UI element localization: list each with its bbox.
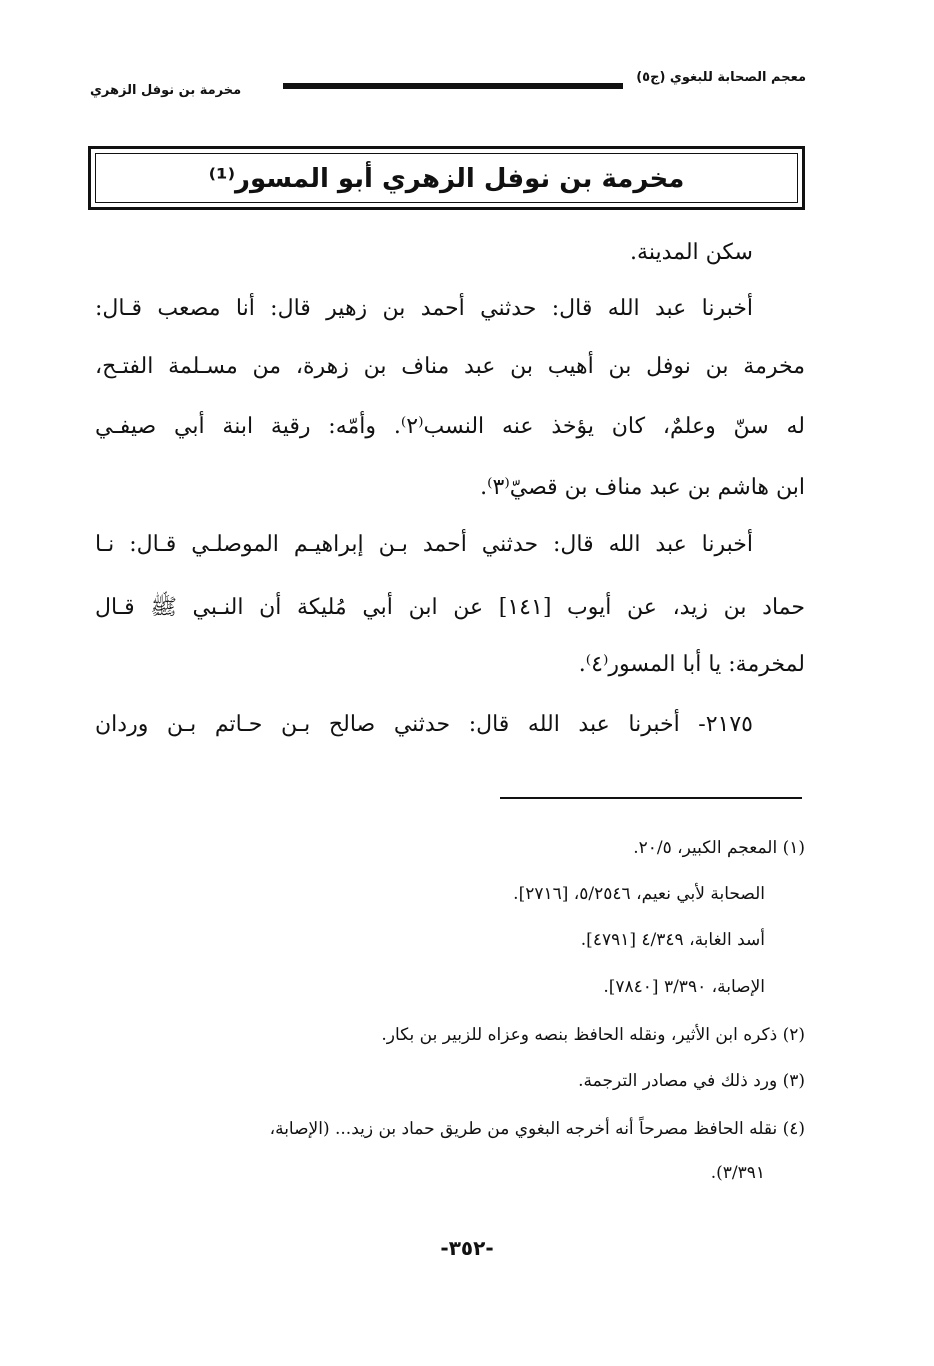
body-line: ابن هاشم بن عبد مناف بن قصيّ⁽٣⁾.: [480, 475, 805, 500]
entry-title: مخرمة بن نوفل الزهري أبو المسور⁽¹⁾: [208, 164, 685, 194]
body-line: أخبرنا عبد الله قال: حدثني أحمد بـن إبراهيـم الموصلـي قـال: نـا: [95, 532, 753, 557]
footnote: (٤) نقله الحافظ مصرحاً أنه أخرجه البغوي من طريق حماد بن زيد... (الإصابة،: [269, 1119, 805, 1139]
footnote: أسد الغابة، ٤/٣٤٩ [٤٧٩١].: [580, 930, 765, 950]
body-line: له سنّ وعلمٌ، كان يؤخذ عنه النسب⁽٢⁾. وأمّه: رقية ابنة أبي صيفـي: [95, 414, 806, 439]
footnote: (٣) ورد ذلك في مصادر الترجمة.: [578, 1071, 805, 1091]
body-line: حماد بن زيد، عن أيوب [١٤١] عن ابن أبي مُليكة أن النـبي ﷺ قـال: [95, 595, 805, 620]
footnote: الإصابة، ٣/٣٩٠ [٧٨٤٠].: [603, 977, 765, 997]
entry-title-frame: [88, 146, 805, 210]
body-line: مخرمة بن نوفل بن أهيب بن عبد مناف بن زهرة، من مسـلمة الفتـح،: [95, 354, 805, 379]
footnote: (١) المعجم الكبير، ٢٠/٥.: [633, 838, 805, 858]
body-line: لمخرمة: يا أبا المسور⁽٤⁾.: [578, 652, 805, 677]
footnote: (٢) ذكره ابن الأثير، ونقله الحافظ بنصه وعزاه للزبير بن بكار.: [381, 1025, 805, 1045]
page-number: -٣٥٢-: [440, 1236, 494, 1260]
body-line: ٢١٧٥- أخبرنا عبد الله قال: حدثني صالح بـن حـاتم بـن وردان: [95, 712, 753, 737]
running-header-book-title: معجم الصحابة للبغوي (ج٥): [636, 70, 806, 85]
body-line: أخبرنا عبد الله قال: حدثني أحمد بن زهير قال: أنا مصعب قـال:: [95, 296, 753, 321]
footnote-separator: [500, 797, 802, 799]
body-line: سكن المدينة.: [630, 240, 753, 265]
footnote: الصحابة لأبي نعيم، ٥/٢٥٤٦، [٢٧١٦].: [513, 884, 765, 904]
footnote: ٣/٣٩١).: [710, 1163, 765, 1183]
header-rule: [283, 83, 623, 89]
running-header-entry-title: مخرمة بن نوفل الزهري: [90, 83, 242, 98]
